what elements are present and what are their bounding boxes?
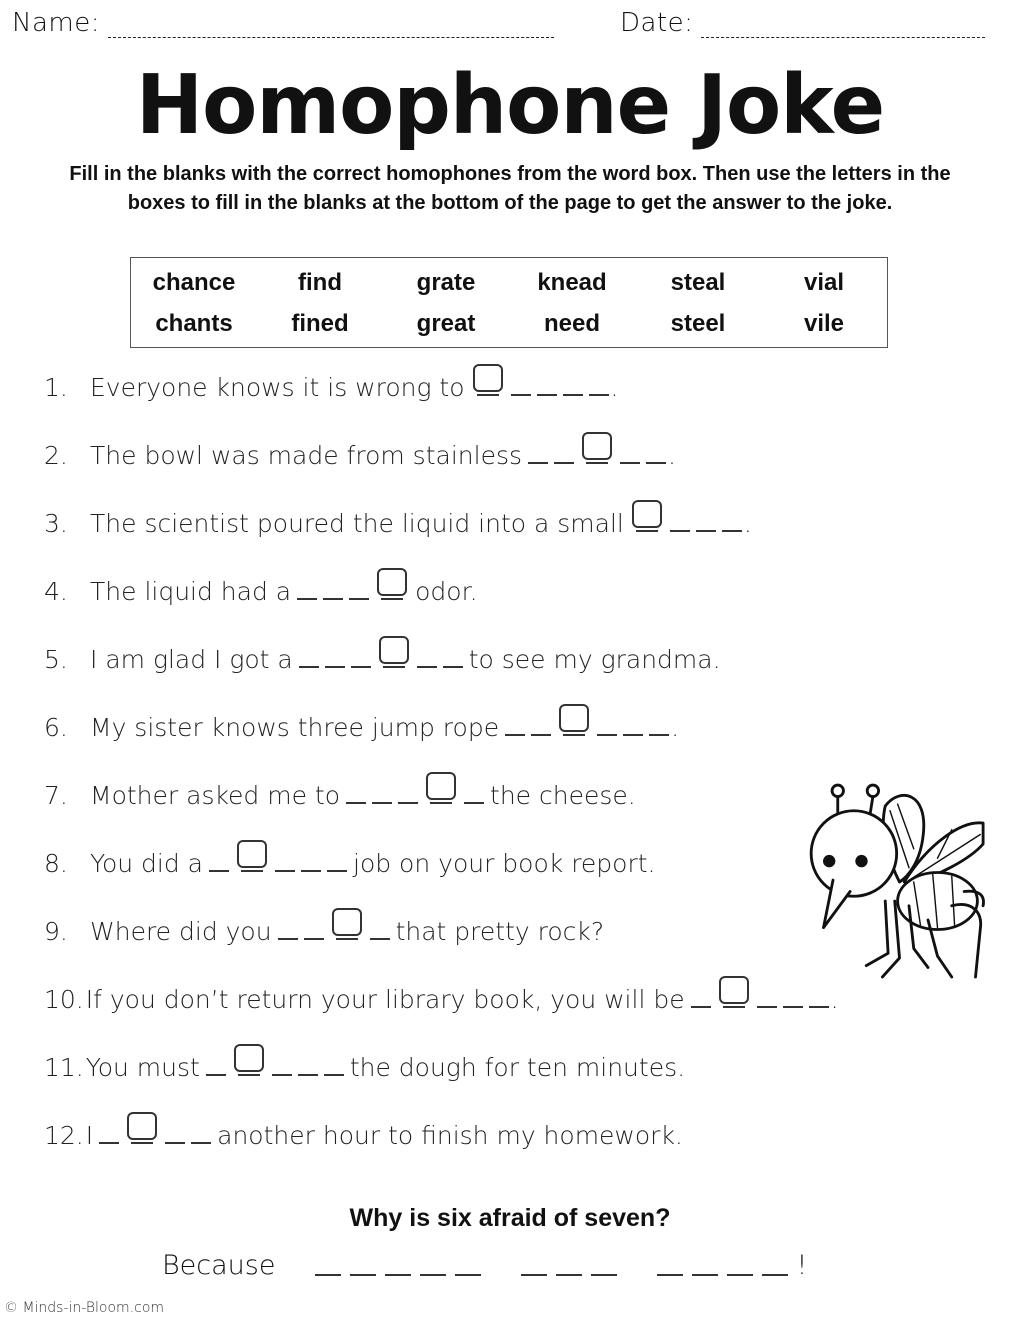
letter-box[interactable] [630,500,664,538]
word-box-word: great [416,310,476,338]
question-number: 7. [44,781,68,810]
letter-blank [383,666,405,668]
question-item [44,634,721,674]
question-item [44,1110,683,1150]
question-text-after: . [610,373,619,402]
letter-box[interactable] [471,364,505,402]
question-number: 2. [44,441,68,470]
letter-blank[interactable] [464,802,484,804]
word-box-word: knead [537,268,607,296]
question-text-after: job on your book report. [353,849,656,878]
answer-letter-blank[interactable] [350,1274,376,1276]
letter-blank[interactable] [299,666,319,668]
header-fields [12,8,1010,38]
box-outline [426,772,456,800]
answer-blanks[interactable] [209,840,347,878]
question-text: I am glad I got a [90,645,293,674]
letter-blank[interactable] [554,462,574,464]
letter-box[interactable] [125,1112,159,1150]
copyright-footer: © Minds-in-Bloom.com [4,1300,165,1316]
question-number: 3. [44,509,68,538]
letter-blank[interactable] [783,1006,803,1008]
answer-letter-blank[interactable] [762,1274,788,1276]
answer-letter-blank[interactable] [692,1274,718,1276]
letter-blank[interactable] [589,394,609,396]
word-box-word: steel [670,310,726,338]
answer-letter-blank[interactable] [521,1274,547,1276]
word-box-word: fined [291,310,349,338]
question-number: 6. [44,713,68,742]
answer-letter-blank[interactable] [657,1274,683,1276]
question-text-after: that pretty rock? [395,917,605,946]
word-box-word: chants [155,310,233,338]
letter-blank[interactable] [417,666,437,668]
word-box-word: vial [803,268,845,296]
question-text-after: . [671,713,680,742]
letter-blank[interactable] [99,1142,119,1144]
question-item [44,770,636,810]
date-label: Date: [619,8,694,38]
question-text: I [85,1121,94,1150]
date-field[interactable] [701,13,985,38]
letter-blank[interactable] [191,1142,211,1144]
box-outline [237,840,267,868]
question-text: You did a [90,849,203,878]
question-text-after: . [668,441,676,470]
name-label: Name: [12,8,100,38]
question-number: 4. [44,577,68,606]
box-outline [559,704,589,732]
question-text: Mother asked me to [90,781,341,810]
box-outline [473,364,503,392]
letter-box[interactable] [717,976,751,1014]
question-item [44,974,839,1014]
answer-letter-blank[interactable] [727,1274,753,1276]
question-text-after: another hour to finish my homework. [217,1121,683,1150]
letter-blank [131,1142,153,1144]
letter-blank[interactable] [351,666,371,668]
letter-blank[interactable] [278,938,298,940]
mosquito-icon [795,772,985,992]
letter-blank[interactable] [443,666,463,668]
letter-blank [563,734,585,736]
answer-suffix: ! [796,1250,808,1281]
question-text: If you don’t return your library book, you will be [85,985,685,1014]
letter-blank[interactable] [505,734,525,736]
answer-blanks[interactable] [505,704,669,742]
question-text-after: . [830,985,839,1014]
question-text-after: the cheese. [490,781,636,810]
question-number: 10. [44,985,84,1014]
word-box-word: vile [803,310,845,338]
letter-blank[interactable] [691,1006,711,1008]
box-outline [632,500,662,528]
question-number: 12. [44,1121,84,1150]
letter-blank[interactable] [206,1074,226,1076]
letter-blank[interactable] [304,938,324,940]
question-text: You must [85,1053,200,1082]
letter-box[interactable] [580,432,614,470]
word-box-word: find [298,268,342,296]
letter-box[interactable] [330,908,364,946]
answer-blanks[interactable] [471,364,609,402]
question-number: 9. [44,917,68,946]
letter-blank[interactable] [620,462,640,464]
answer-letter-blank[interactable] [455,1274,481,1276]
answer-word[interactable] [315,1274,481,1281]
letter-blank [238,1074,260,1076]
letter-blank [336,938,358,940]
letter-blank [477,394,499,396]
answer-blanks[interactable] [297,568,409,606]
name-field[interactable] [108,13,554,38]
letter-blank [381,598,403,600]
word-box [130,257,888,348]
letter-blank[interactable] [325,666,345,668]
question-number: 11. [44,1053,84,1082]
joke-question: Why is six afraid of seven? [349,1204,671,1232]
answer-blanks[interactable] [528,432,666,470]
word-box-word: steal [670,268,726,296]
page-title: Homophone Joke [135,58,885,153]
answer-blanks[interactable] [99,1112,211,1150]
box-outline [582,432,612,460]
letter-blank[interactable] [696,530,716,532]
question-item [44,1042,685,1082]
instructions: Fill in the blanks with the correct homophones from the word box. Then use the letters in the boxes to fill in the blanks at the bottom of the page to get the answer to the joke. [69,163,951,214]
letter-box[interactable] [424,772,458,810]
question-item [44,566,478,606]
letter-blank[interactable] [531,734,551,736]
letter-blank[interactable] [323,598,343,600]
letter-blank[interactable] [623,734,643,736]
question-text: The liquid had a [90,577,292,606]
question-text: My sister knows three jump rope [90,713,500,742]
answer-letter-blank[interactable] [420,1274,446,1276]
letter-blank[interactable] [722,530,742,532]
question-item [44,430,676,470]
letter-blank[interactable] [370,938,390,940]
answer-blanks[interactable] [346,772,484,810]
answer-letter-blank[interactable] [315,1274,341,1276]
letter-blank[interactable] [301,870,321,872]
question-text-after: odor. [415,577,478,606]
answer-blanks[interactable] [299,636,463,674]
letter-blank [723,1006,745,1008]
letter-blank [586,462,608,464]
letter-blank[interactable] [398,802,418,804]
question-text: The scientist poured the liquid into a small [90,509,624,538]
answer-letter-blank[interactable] [556,1274,582,1276]
letter-blank[interactable] [597,734,617,736]
letter-box[interactable] [235,840,269,878]
question-text: Where did you [90,917,272,946]
letter-blank[interactable] [346,802,366,804]
box-outline [377,568,407,596]
letter-blank[interactable] [372,802,392,804]
letter-blank[interactable] [537,394,557,396]
letter-blank [241,870,263,872]
letter-blank[interactable] [349,598,369,600]
question-number: 8. [44,849,68,878]
letter-blank[interactable] [809,1006,829,1008]
letter-blank[interactable] [670,530,690,532]
answer-letter-blank[interactable] [591,1274,617,1276]
letter-blank[interactable] [649,734,669,736]
answer-word[interactable] [657,1274,788,1281]
letter-blank[interactable] [275,870,295,872]
box-outline [332,908,362,936]
joke-answer-line [162,1250,807,1281]
question-text: Everyone knows it is wrong to [90,373,465,402]
answer-blanks[interactable] [278,908,390,946]
letter-blank[interactable] [298,1074,318,1076]
letter-blank [430,802,452,804]
box-outline [379,636,409,664]
question-item [44,498,752,538]
letter-blank[interactable] [757,1006,777,1008]
letter-blank[interactable] [209,870,229,872]
letter-blank[interactable] [165,1142,185,1144]
letter-box[interactable] [232,1044,266,1082]
box-outline [234,1044,264,1072]
question-text-after: the dough for ten minutes. [349,1053,686,1082]
letter-blank[interactable] [297,598,317,600]
letter-blank[interactable] [327,870,347,872]
letter-box[interactable] [557,704,591,742]
question-number: 1. [44,373,68,402]
date-group [620,8,985,38]
word-box-word: chance [152,268,236,296]
letter-blank[interactable] [563,394,583,396]
letter-blank[interactable] [272,1074,292,1076]
answer-word[interactable] [521,1274,617,1281]
letter-blank[interactable] [324,1074,344,1076]
question-item [44,906,604,946]
question-text-after: . [743,509,752,538]
question-item [44,838,656,878]
box-outline [719,976,749,1004]
answer-prefix: Because [162,1250,276,1281]
letter-blank[interactable] [528,462,548,464]
word-box-word: need [543,310,600,338]
word-box-word: grate [416,268,476,296]
question-number: 5. [44,645,68,674]
answer-letter-blank[interactable] [385,1274,411,1276]
question-item [44,702,679,742]
letter-blank[interactable] [511,394,531,396]
question-text: The bowl was made from stainless [90,441,522,470]
question-text-after: to see my grandma. [468,645,721,674]
question-item [44,362,618,402]
answer-blanks[interactable] [206,1044,344,1082]
letter-box[interactable] [377,636,411,674]
letter-blank [636,530,658,532]
letter-box[interactable] [375,568,409,606]
box-outline [127,1112,157,1140]
letter-blank[interactable] [646,462,666,464]
answer-blanks[interactable] [630,500,742,538]
